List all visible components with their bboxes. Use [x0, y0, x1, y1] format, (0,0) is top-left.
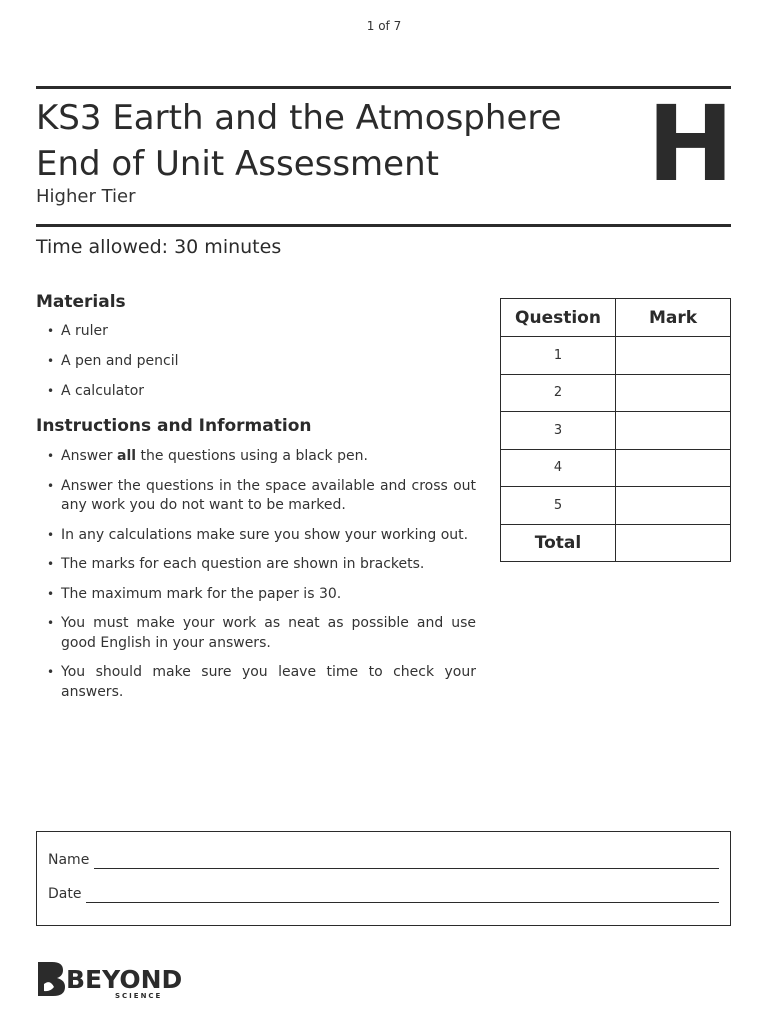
list-item: • In any calculations make sure you show your working out. — [36, 526, 476, 546]
table-row — [501, 487, 731, 525]
mark-cell[interactable] — [616, 337, 731, 375]
bullet-icon: • — [47, 586, 55, 601]
logo-b-icon — [38, 962, 65, 996]
mark-cell[interactable] — [616, 487, 731, 525]
question-column-header: Question — [501, 299, 616, 337]
tier-letter: H — [647, 83, 735, 205]
logo-brand-text: BEYOND — [66, 965, 183, 994]
bullet-icon: • — [47, 665, 55, 679]
bullet-icon: • — [47, 557, 55, 571]
date-line[interactable] — [86, 902, 719, 903]
bullet-icon: • — [47, 527, 55, 542]
table-row — [501, 374, 731, 412]
question-number: 5 — [501, 487, 616, 525]
title-line-1: KS3 Earth and the Atmosphere — [36, 98, 562, 138]
logo-tagline-text: SCIENCE — [115, 992, 163, 1000]
question-number: 4 — [501, 449, 616, 487]
name-line[interactable] — [94, 868, 719, 869]
list-item: • Answer the questions in the space available and cross out any work you do not want to be marked. — [47, 477, 476, 513]
bullet-icon: • — [47, 449, 55, 463]
instructions-list — [36, 447, 476, 712]
list-item: • Answer all the questions using a black pen. — [36, 447, 476, 467]
date-field[interactable] — [48, 886, 719, 906]
list-item: • You should make sure you leave time to check your answers. — [47, 664, 476, 700]
question-number: 1 — [501, 337, 616, 375]
list-item: • The maximum mark for the paper is 30. — [36, 585, 476, 605]
bullet-icon: • — [47, 384, 55, 398]
tier-label: Higher Tier — [36, 186, 136, 207]
bullet-icon: • — [47, 616, 55, 630]
page-number: 1 of 7 — [366, 19, 402, 33]
table-row — [501, 412, 731, 450]
name-field[interactable] — [48, 852, 719, 872]
mark-cell[interactable] — [616, 374, 731, 412]
mark-column-header: Mark — [616, 299, 731, 337]
mark-cell[interactable] — [616, 449, 731, 487]
list-item: • A ruler — [36, 322, 476, 352]
header-bottom-rule — [36, 224, 731, 227]
table-header-row — [501, 299, 731, 337]
table-row — [501, 449, 731, 487]
student-details-box — [36, 831, 731, 926]
materials-heading: Materials — [36, 292, 126, 312]
list-item: • You must make your work as neat as possible and use good English in your answers. — [47, 615, 476, 651]
total-label: Total — [501, 524, 616, 562]
time-allowed: Time allowed: 30 minutes — [36, 236, 282, 258]
table-row — [501, 337, 731, 375]
total-mark-cell[interactable] — [616, 524, 731, 562]
title-line-2: End of Unit Assessment — [36, 144, 439, 184]
name-label: Name — [48, 852, 90, 868]
document-title — [36, 95, 626, 187]
list-item: • A calculator — [36, 382, 476, 412]
list-item: • The marks for each question are shown in brackets. — [36, 555, 476, 575]
total-row — [501, 524, 731, 562]
instructions-heading: Instructions and Information — [36, 416, 312, 436]
materials-list — [36, 322, 476, 412]
beyond-science-logo — [36, 960, 186, 1002]
bullet-icon: • — [47, 478, 55, 493]
bullet-icon: • — [47, 354, 55, 368]
header-top-rule — [36, 86, 731, 89]
question-number: 3 — [501, 412, 616, 450]
question-number: 2 — [501, 374, 616, 412]
list-item: • A pen and pencil — [36, 352, 476, 382]
bullet-icon: • — [47, 324, 55, 338]
mark-cell[interactable] — [616, 412, 731, 450]
marks-table — [500, 298, 731, 562]
date-label: Date — [48, 886, 82, 902]
